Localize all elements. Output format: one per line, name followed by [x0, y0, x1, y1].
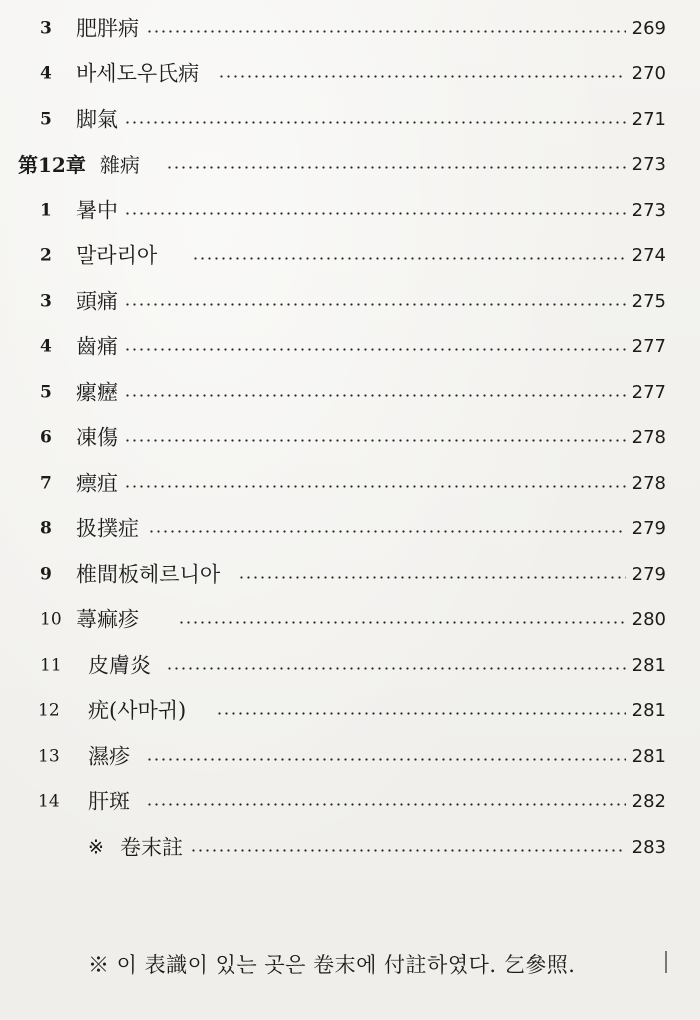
toc-entry-number: 9 [40, 564, 52, 585]
toc-entry[interactable] [0, 780, 700, 826]
dot-leader [124, 394, 626, 397]
toc-entry[interactable] [0, 234, 700, 280]
dot-leader [146, 803, 626, 806]
toc-entry-page: 278 [631, 427, 666, 449]
dot-leader [218, 75, 626, 78]
dot-leader [124, 439, 626, 442]
toc-entry[interactable] [0, 734, 700, 780]
dot-leader [190, 849, 626, 852]
chapter-title: 雜病 [99, 153, 140, 178]
toc-entry-page: 273 [631, 199, 666, 221]
toc-entry-number: 4 [40, 336, 52, 357]
dot-leader [178, 621, 626, 624]
toc-entry-number: 7 [40, 473, 52, 494]
table-of-contents [0, 6, 700, 871]
toc-entry[interactable] [0, 825, 700, 871]
toc-entry-number: 6 [40, 427, 52, 448]
toc-entry-title: 凍傷 [76, 425, 118, 450]
dot-leader [124, 212, 626, 215]
toc-entry-title: 齒痛 [76, 334, 118, 359]
toc-entry-number: 3 [40, 291, 52, 312]
toc-entry-title: 疣(사마귀) [88, 698, 187, 723]
page-edge-mark [665, 951, 667, 973]
toc-entry-number: 12 [38, 700, 60, 721]
toc-entry-title: 椎間板헤르니아 [76, 562, 221, 587]
dot-leader [124, 348, 626, 351]
toc-entry-number: 4 [40, 63, 52, 84]
toc-entry-title: 肝斑 [88, 789, 130, 814]
toc-entry-page: 274 [631, 245, 666, 267]
toc-entry-page: 278 [631, 472, 666, 494]
toc-entry-page: 281 [631, 700, 666, 722]
toc-entry-title: 肥胖病 [76, 16, 139, 41]
toc-entry-number: 8 [40, 518, 52, 539]
footnote: ※ 이 表識이 있는 곳은 卷末에 付註하였다. 乞參照. [88, 953, 576, 977]
toc-entry-page: 279 [631, 563, 666, 585]
toc-entry-number: 10 [40, 609, 62, 630]
toc-entry[interactable] [0, 552, 700, 598]
toc-entry-title: 바세도우氏病 [76, 61, 200, 86]
toc-entry-page: 277 [631, 381, 666, 403]
dot-leader [166, 667, 626, 670]
dot-leader [124, 303, 626, 306]
toc-entry-title: 말라리아 [76, 243, 158, 268]
toc-entry-title: 瘭疽 [76, 471, 118, 496]
toc-entry-title: 蕁痲疹 [76, 607, 139, 632]
toc-entry[interactable] [0, 598, 700, 644]
toc-entry[interactable] [0, 643, 700, 689]
toc-entry-title: 扱撲症 [76, 516, 139, 541]
toc-entry-page: 280 [631, 609, 666, 631]
toc-entry[interactable] [0, 507, 700, 553]
toc-entry-page: 269 [631, 17, 666, 39]
toc-chapter-heading[interactable] [0, 143, 700, 189]
dot-leader [146, 30, 626, 33]
toc-entry-number: 5 [40, 382, 52, 403]
toc-entry-title: 卷末註 [120, 835, 183, 860]
toc-entry[interactable] [0, 97, 700, 143]
dot-leader [238, 576, 626, 579]
dot-leader [124, 121, 626, 124]
dot-leader [166, 166, 626, 169]
dot-leader [124, 485, 626, 488]
toc-entry[interactable] [0, 188, 700, 234]
toc-entry-page: 271 [631, 108, 666, 130]
toc-entry-page: 283 [631, 836, 666, 858]
toc-entry-page: 281 [631, 654, 666, 676]
toc-entry[interactable] [0, 416, 700, 462]
dot-leader [192, 257, 626, 260]
dot-leader [146, 758, 626, 761]
chapter-title-line [18, 153, 140, 178]
toc-entry-page: 282 [631, 791, 666, 813]
toc-entry[interactable] [0, 6, 700, 52]
toc-entry-number: 13 [38, 746, 60, 767]
toc-entry-title: 頭痛 [76, 289, 118, 314]
toc-entry-title: 暑中 [76, 198, 118, 223]
toc-entry-number: 3 [40, 18, 52, 39]
toc-entry-page: 281 [631, 745, 666, 767]
toc-entry-number: 14 [38, 791, 60, 812]
reference-mark-icon: ※ [88, 836, 104, 859]
toc-entry[interactable] [0, 689, 700, 735]
toc-entry-title: 濕疹 [88, 744, 130, 769]
toc-entry-number: 1 [40, 200, 52, 221]
toc-entry-page: 275 [631, 290, 666, 312]
toc-entry-title: 皮膚炎 [88, 653, 151, 678]
toc-entry-page: 270 [631, 63, 666, 85]
toc-entry-number: 2 [40, 245, 52, 266]
toc-entry[interactable] [0, 325, 700, 371]
dot-leader [148, 530, 626, 533]
chapter-label: 第12章 [18, 153, 86, 178]
toc-entry-page: 279 [631, 518, 666, 540]
dot-leader [216, 712, 626, 715]
toc-entry[interactable] [0, 370, 700, 416]
toc-entry-number: 5 [40, 109, 52, 130]
toc-entry[interactable] [0, 52, 700, 98]
toc-entry[interactable] [0, 461, 700, 507]
toc-entry-title: 脚氣 [76, 107, 118, 132]
toc-entry-number: 11 [40, 655, 62, 676]
toc-entry[interactable] [0, 279, 700, 325]
toc-entry-page: 273 [631, 154, 666, 176]
toc-entry-title: 瘰癧 [76, 380, 118, 405]
toc-entry-page: 277 [631, 336, 666, 358]
